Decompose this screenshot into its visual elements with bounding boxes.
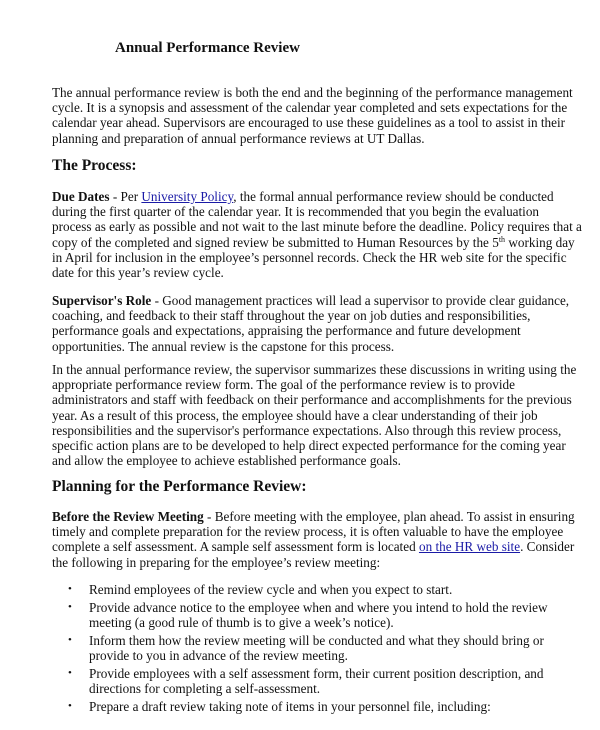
bullet-line: Provide advance notice to the employee when and where you intend to hold the review bbox=[89, 599, 548, 615]
university-policy-link[interactable]: University Policy bbox=[141, 189, 234, 204]
bullet-icon: • bbox=[68, 600, 72, 613]
due-dates-text: copy of the completed and signed review be submitted to Human Resources by the 5 bbox=[52, 234, 499, 250]
summary-line: appropriate performance review form. The goal of the performance review is to provide bbox=[52, 377, 515, 393]
bullet-icon: • bbox=[68, 666, 72, 679]
due-dates-line: process as early as possible and not wait to the last minute before the deadline. Policy requires that a bbox=[52, 219, 582, 235]
bullet-line: directions for completing a self-assessment. bbox=[89, 681, 321, 696]
summary-line: year. As a result of this process, the employee should have a clear understanding of their job bbox=[52, 407, 538, 423]
summary-line: and allow the employee to achieve established performance goals. bbox=[52, 453, 401, 469]
summary-line: responsibilities and the supervisor's performance expectations. Also through this review process, bbox=[52, 422, 562, 438]
bullet-line: provide to you in advance of the review meeting. bbox=[89, 648, 348, 663]
supervisor-role-label: Supervisor's Role bbox=[52, 293, 152, 308]
summary-paragraph bbox=[52, 362, 577, 469]
ordinal-superscript: th bbox=[498, 234, 506, 244]
due-dates-line: date for this year’s review cycle. bbox=[52, 265, 224, 281]
before-meeting-paragraph bbox=[52, 509, 575, 570]
list-item bbox=[0, 600, 600, 630]
supervisor-role-line: opportunities. The annual review is the capstone for this process. bbox=[52, 338, 395, 354]
hr-web-site-link[interactable]: on the HR web site bbox=[418, 539, 521, 555]
due-dates-label: Due Dates bbox=[52, 189, 110, 204]
intro-line: planning and preparation of annual performance reviews at UT Dallas. bbox=[52, 130, 425, 146]
before-meeting-label: Before the Review Meeting bbox=[52, 509, 204, 524]
summary-line: administrators and staff with feedback on their performance and accomplishments for the previous bbox=[52, 392, 572, 408]
supervisor-role-line: coaching, and feedback to their staff throughout the year on job duties and responsibilities, bbox=[52, 308, 531, 324]
due-dates-paragraph bbox=[52, 189, 582, 281]
intro-line: cycle. It is a synopsis and assessment of the calendar year completed and sets expectations for the bbox=[52, 100, 568, 116]
bullet-line: Provide employees with a self assessment form, their current position description, and bbox=[89, 665, 544, 681]
intro-line: calendar year ahead. Supervisors are encouraged to use these guidelines as a tool to assist in their bbox=[52, 115, 566, 131]
intro-line: The annual performance review is both the end and the beginning of the performance management bbox=[52, 85, 573, 100]
due-dates-text: - Per bbox=[109, 189, 142, 204]
review-prep-bullet-list bbox=[0, 582, 600, 717]
before-meeting-text: - Before meeting with the employee, plan ahead. To assist in ensuring bbox=[203, 509, 575, 524]
supervisor-role-line bbox=[52, 293, 572, 308]
due-dates-line bbox=[52, 189, 572, 204]
process-heading: The Process: bbox=[52, 157, 137, 174]
summary-line: specific action plans are to be developed to help direct expected performance for the coming year bbox=[52, 438, 566, 454]
list-item bbox=[0, 699, 600, 714]
bullet-text bbox=[89, 582, 579, 597]
summary-line: In the annual performance review, the supervisor summarizes these discussions in writing using the bbox=[52, 362, 577, 377]
due-dates-line: during the first quarter of the calendar year. It is recommended that you begin the evaluation bbox=[52, 204, 540, 220]
before-meeting-line: the following in preparing for the employee’s review meeting: bbox=[52, 554, 381, 570]
document-title: Annual Performance Review bbox=[115, 40, 300, 56]
list-item bbox=[0, 666, 600, 696]
bullet-text bbox=[89, 633, 579, 663]
bullet-text bbox=[89, 666, 579, 696]
bullet-icon: • bbox=[68, 583, 72, 595]
before-meeting-text: . Consider bbox=[520, 539, 575, 555]
bullet-text bbox=[89, 699, 579, 714]
before-meeting-line bbox=[52, 539, 575, 555]
supervisor-role-paragraph bbox=[52, 293, 572, 354]
supervisor-role-line: performance goals and expectations, appraising the performance and future development bbox=[52, 323, 521, 339]
due-dates-text: working day bbox=[505, 234, 575, 250]
bullet-line: Remind employees of the review cycle and when you expect to start. bbox=[89, 582, 453, 597]
bullet-icon: • bbox=[68, 633, 72, 646]
due-dates-line bbox=[52, 234, 575, 250]
bullet-icon: • bbox=[68, 699, 72, 712]
list-item bbox=[0, 582, 600, 597]
due-dates-text: , the formal annual performance review should be conducted bbox=[233, 189, 554, 204]
bullet-line: meeting (a good rule of thumb is to give a week’s notice). bbox=[89, 615, 394, 630]
intro-paragraph bbox=[52, 85, 572, 146]
planning-heading: Planning for the Performance Review: bbox=[52, 478, 307, 495]
before-meeting-line bbox=[52, 509, 575, 524]
bullet-line: Prepare a draft review taking note of items in your personnel file, including: bbox=[89, 698, 491, 714]
bullet-text bbox=[89, 600, 579, 630]
supervisor-role-text: - Good management practices will lead a supervisor to provide clear guidance, bbox=[151, 293, 570, 308]
before-meeting-text: complete a self assessment. A sample self assessment form is located bbox=[52, 539, 419, 555]
before-meeting-line: timely and complete preparation for the review process, it is often valuable to have the employee bbox=[52, 524, 564, 540]
list-item bbox=[0, 633, 600, 663]
due-dates-line: in April for inclusion in the employee’s personnel records. Check the HR web site for the specific bbox=[52, 249, 567, 265]
bullet-line: Inform them how the review meeting will be conducted and what they should bring or bbox=[89, 632, 544, 648]
